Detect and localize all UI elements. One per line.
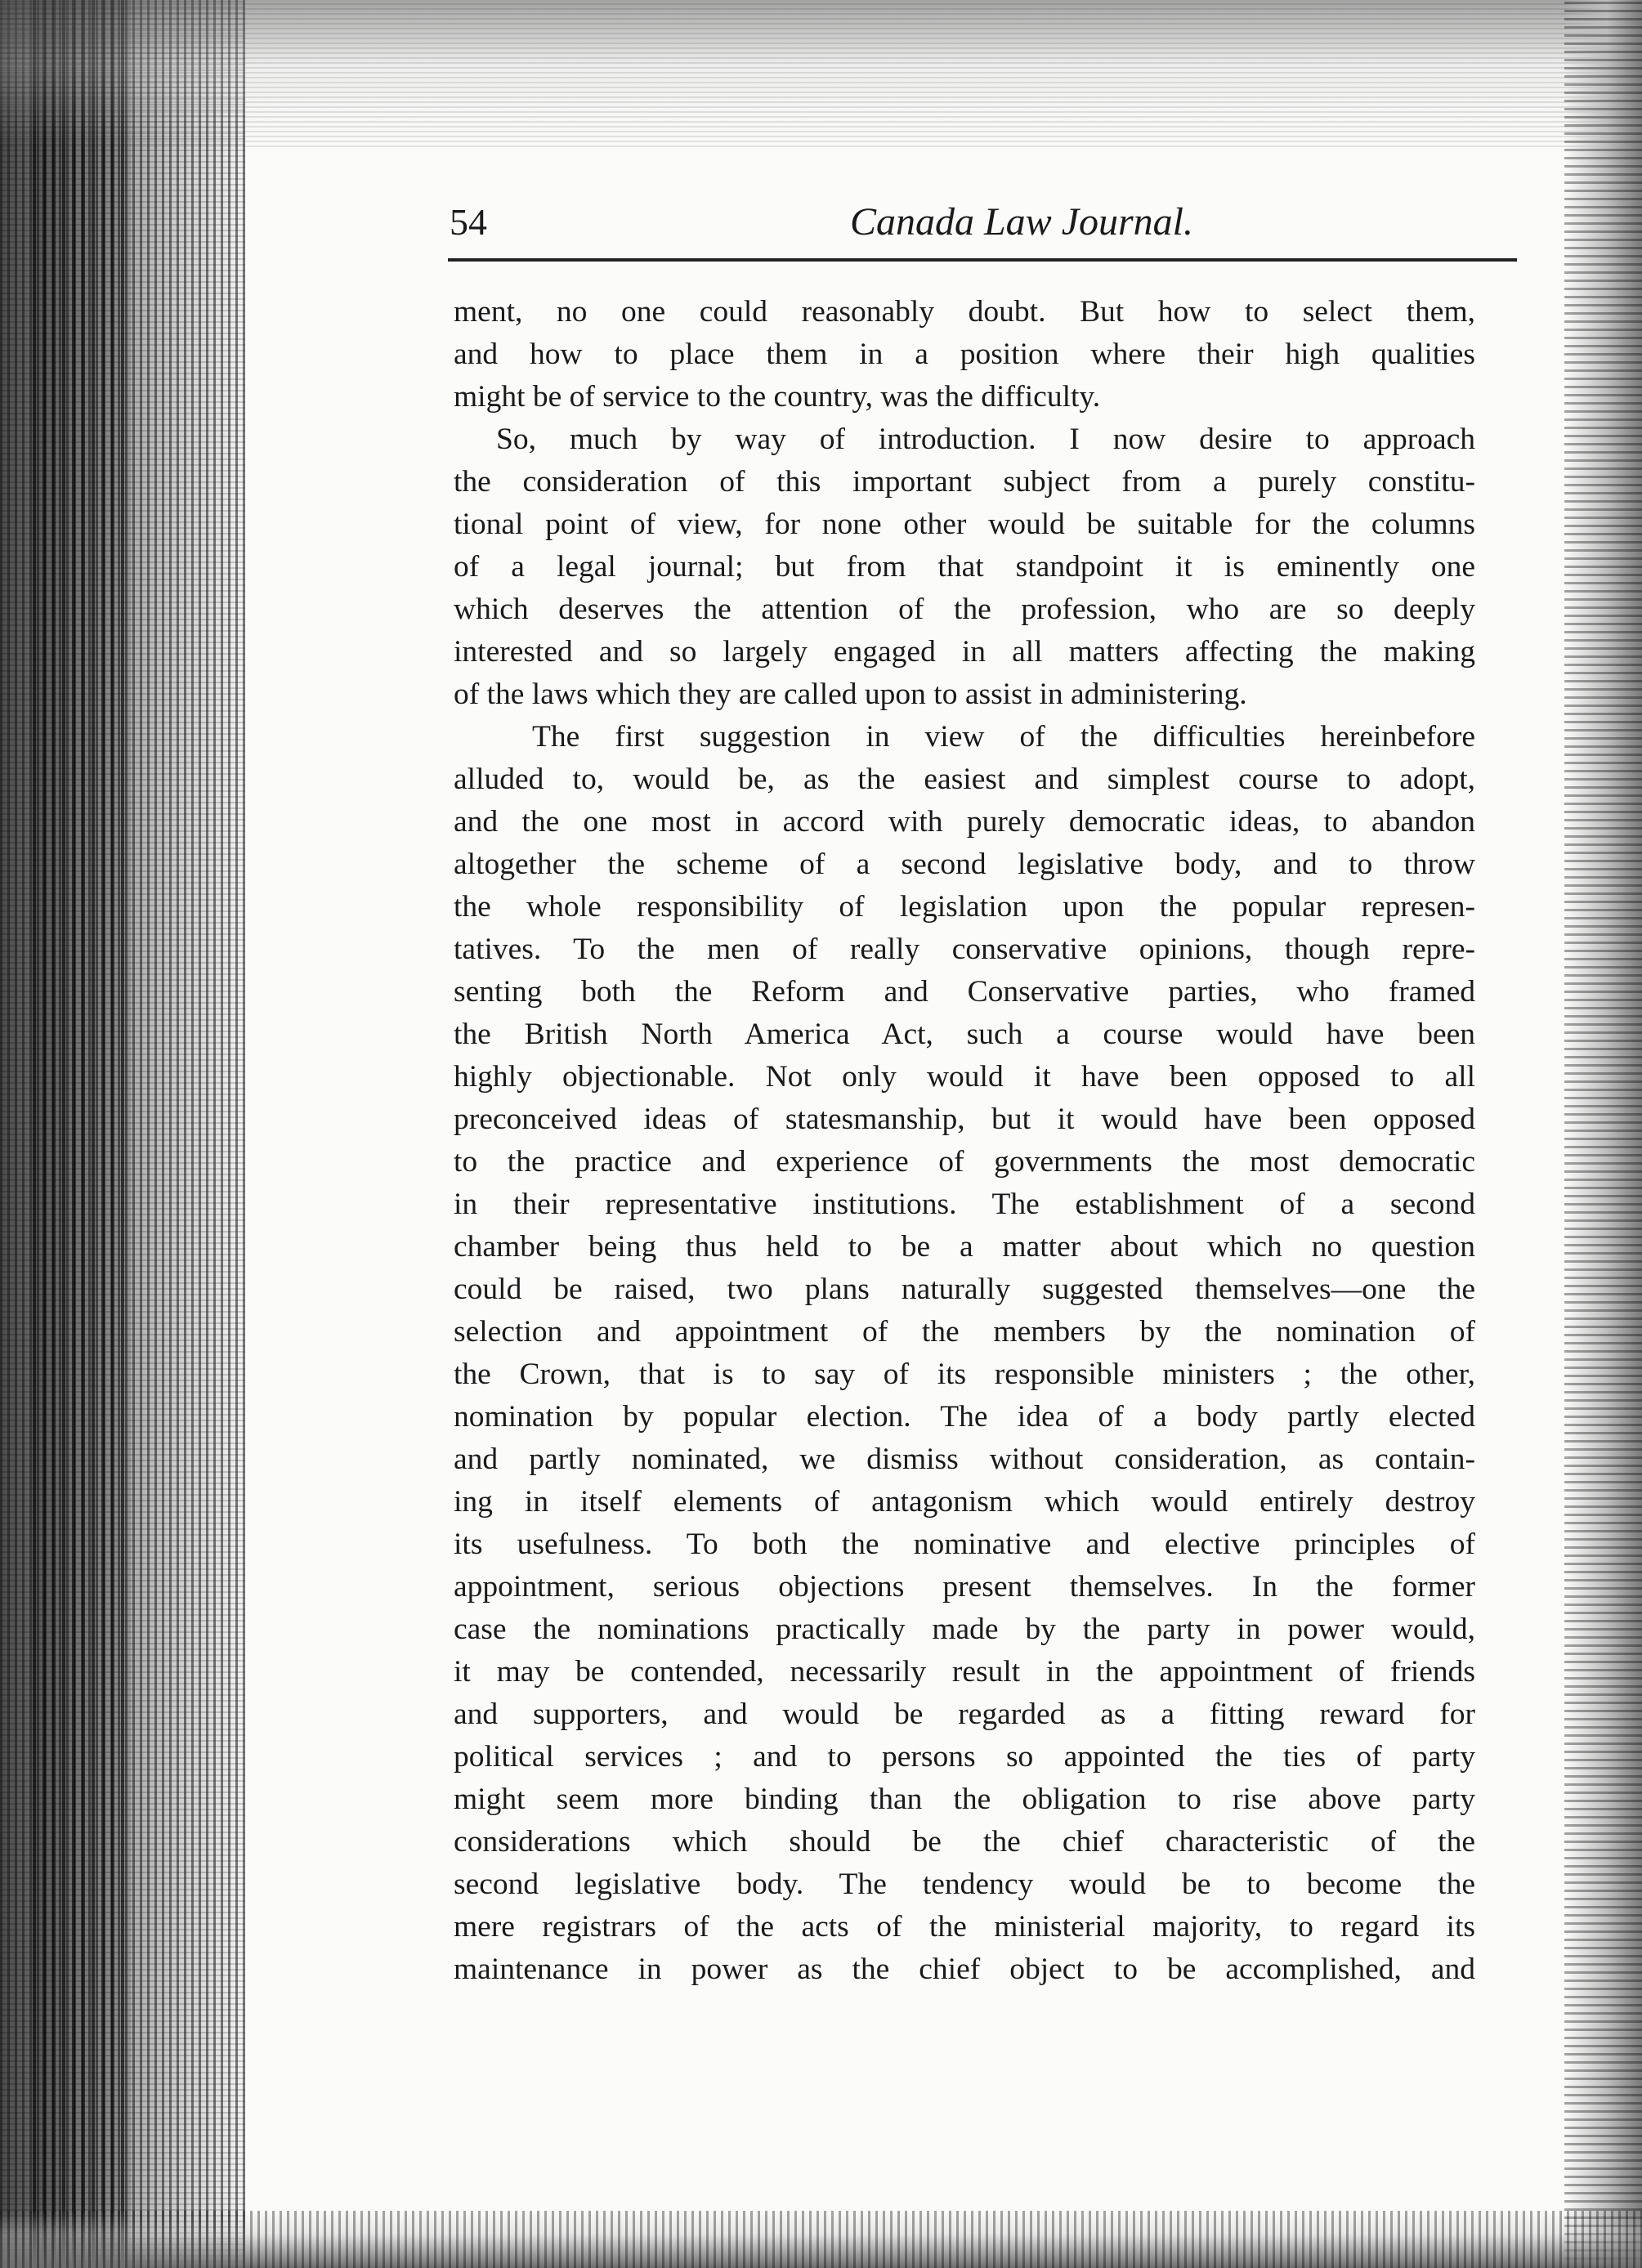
text-line: its usefulness. To both the nominative and elective principles of xyxy=(454,1528,1475,1561)
text-line: tatives. To the men of really conservative opinions, though repre- xyxy=(454,933,1475,966)
text-line: selection and appointment of the members by the nomination of xyxy=(454,1315,1475,1349)
header-rule xyxy=(448,258,1517,262)
binding-shadow xyxy=(33,0,131,2268)
text-line: preconceived ideas of statesmanship, but it would have been opposed xyxy=(454,1103,1475,1136)
text-line: the whole responsibility of legislation upon the popular represen- xyxy=(454,890,1475,924)
text-line: chamber being thus held to be a matter about which no question xyxy=(454,1230,1475,1264)
text-line: altogether the scheme of a second legislative body, and to throw xyxy=(454,848,1475,881)
text-line: mere registrars of the acts of the ministerial majority, to regard its xyxy=(454,1910,1475,1944)
text-line: the British North America Act, such a course would have been xyxy=(454,1018,1475,1051)
text-line: senting both the Reform and Conservative parties, who framed xyxy=(454,975,1475,1009)
text-line: and supporters, and would be regarded as a fitting reward for xyxy=(454,1698,1475,1731)
text-line: political services ; and to persons so appointed the ties of party xyxy=(454,1740,1475,1774)
text-line: might seem more binding than the obligation to rise above party xyxy=(454,1783,1475,1816)
text-line: could be raised, two plans naturally suggested themselves—one the xyxy=(454,1273,1475,1306)
text-line: to the practice and experience of governments the most democratic xyxy=(454,1145,1475,1179)
text-line: interested and so largely engaged in all matters affecting the making xyxy=(454,635,1475,669)
text-line: tional point of view, for none other would be suitable for the columns xyxy=(454,508,1475,541)
bottom-scan-edge xyxy=(0,2211,1642,2268)
text-line: The first suggestion in view of the difficulties hereinbefore xyxy=(532,720,1475,754)
text-line: alluded to, would be, as the easiest and simplest course to adopt, xyxy=(454,763,1475,796)
text-line: it may be contended, necessarily result in the appointment of friends xyxy=(454,1655,1475,1689)
text-line: highly objectionable. Not only would it have been opposed to all xyxy=(454,1060,1475,1094)
page-header xyxy=(450,195,1512,252)
body-text xyxy=(454,291,1475,1991)
text-line: the Crown, that is to say of its responsible ministers ; the other, xyxy=(454,1358,1475,1391)
text-line: and the one most in accord with purely democratic ideas, to abandon xyxy=(454,805,1475,839)
running-head: Canada Law Journal. xyxy=(849,200,1194,244)
text-line: of a legal journal; but from that standpoint it is eminently one xyxy=(454,550,1475,584)
right-scan-edge xyxy=(1564,0,1642,2268)
text-line: which deserves the attention of the profession, who are so deeply xyxy=(454,593,1475,626)
text-line: second legislative body. The tendency would be to become the xyxy=(454,1868,1475,1901)
text-line: the consideration of this important subject from a purely constitu- xyxy=(454,465,1475,499)
text-line: of the laws which they are called upon to assist in administering. xyxy=(454,678,1247,711)
text-line: case the nominations practically made by the party in power would, xyxy=(454,1613,1475,1646)
text-line: appointment, serious objections present themselves. In the former xyxy=(454,1570,1475,1604)
text-line: maintenance in power as the chief object to be accomplished, and xyxy=(454,1953,1475,1986)
text-line: in their representative institutions. The establishment of a second xyxy=(454,1188,1475,1221)
text-line: and how to place them in a position where their high qualities xyxy=(454,338,1475,371)
text-line: nomination by popular election. The idea of a body partly elected xyxy=(454,1400,1475,1434)
text-line: might be of service to the country, was the difficulty. xyxy=(454,380,1101,414)
text-line: So, much by way of introduction. I now desire to approach xyxy=(496,423,1475,456)
text-line: ment, no one could reasonably doubt. But how to select them, xyxy=(454,295,1475,329)
text-line: ing in itself elements of antagonism which would entirely destroy xyxy=(454,1485,1475,1519)
top-scan-edge xyxy=(0,0,1642,147)
text-line: and partly nominated, we dismiss without consideration, as contain- xyxy=(454,1443,1475,1476)
text-line: considerations which should be the chief characteristic of the xyxy=(454,1825,1475,1859)
page-number: 54 xyxy=(450,201,487,243)
